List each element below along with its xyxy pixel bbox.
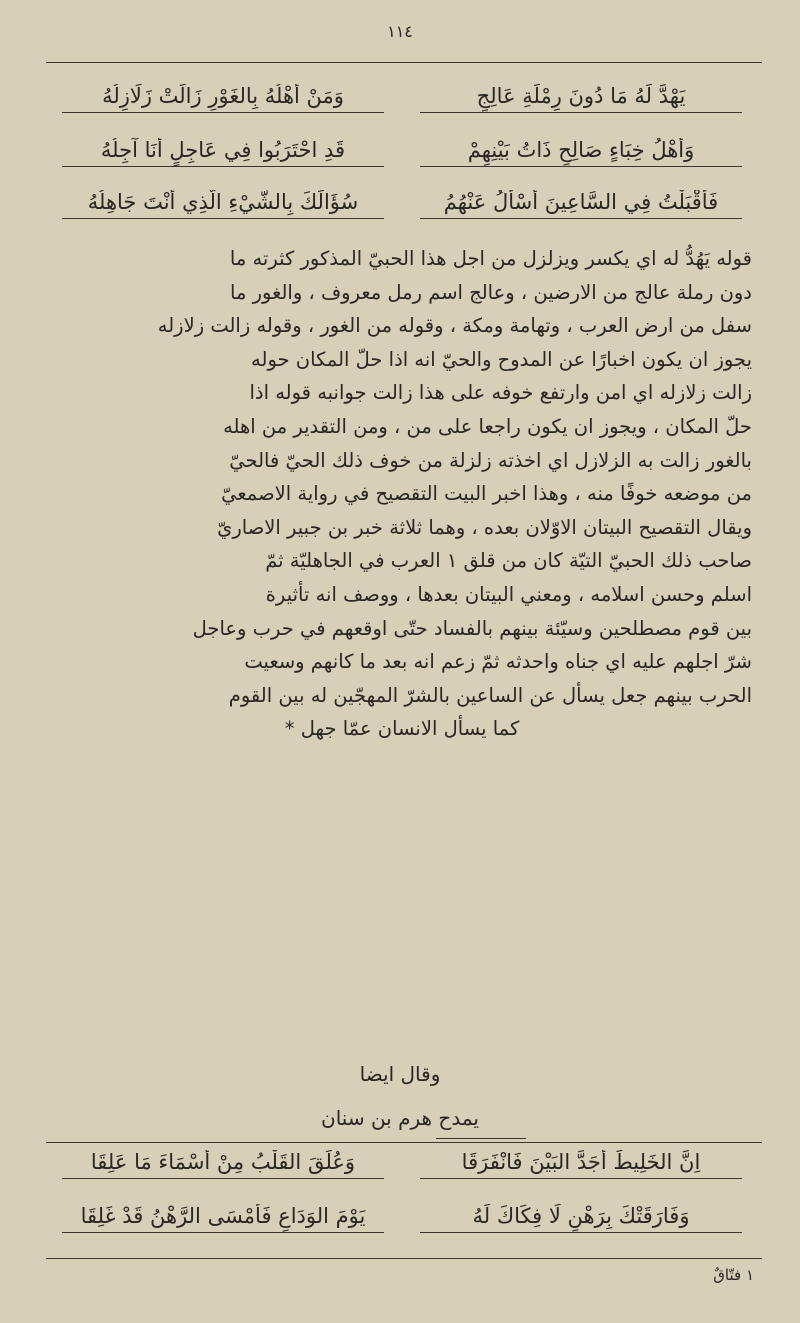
verse-hemistich-left: يَوْمَ الوَدَاعِ فَأَمْسَى الرَّهْنُ قَدْ غَلِقَا xyxy=(62,1204,384,1233)
commentary-line: قوله يَهُدُّ له اي يكسر ويزلزل من اجل هذا الحبيّ المذكور كثرته ما xyxy=(229,247,752,270)
commentary-line: بين قوم مصطلحين وسيّئة بينهم بالفساد حتّى اوقعهم في حرب وعاجل xyxy=(192,616,752,640)
commentary-line: من موضعه خوفًا منه ، وهذا اخبر البيت التقصيح في رواية الاصمعيّ xyxy=(221,482,752,506)
footnote: ١ فتّاقٌ xyxy=(713,1266,754,1284)
verse-hemistich-left: وَعُلِّقَ القَلْبُ مِنْ أَسْمَاءَ مَا عَلِقَا xyxy=(62,1150,384,1179)
commentary-line: صاحب ذلك الحبيّ التيّة كان من قلق ١ العرب في الجاهليّة ثمّ xyxy=(265,549,752,573)
commentary-line: يجوز ان يكون اخبارًا عن المدوح والحيّ انه اذا حلّ المكان حوله xyxy=(251,347,752,371)
section-title: وقال ايضا xyxy=(359,1062,441,1086)
section-rule xyxy=(46,1142,762,1143)
commentary-line: سفل من ارض العرب ، وتهامة ومكة ، وقوله من الغور ، وقوله زالت زلازله xyxy=(157,314,752,338)
verse-hemistich-right: اِنَّ الخَلِيطَ أَجَدَّ البَيْنَ فَانْفَرَقَا xyxy=(420,1150,742,1179)
top-rule xyxy=(46,62,762,63)
commentary-line: حلّ المكان ، ويجوز ان يكون راجعا على من ، ومن التقدير من اهله xyxy=(223,414,752,438)
verse-line xyxy=(62,138,742,167)
verse-hemistich-left: قَدِ احْتَرَبُوا فِي عَاجِلٍ أَنَا آجِلُهُ xyxy=(62,138,384,167)
commentary-line: ويقال التقصيح البيتان الاوّلان بعده ، وهما ثلاثة خبر بن جبير الاصاريّ xyxy=(217,515,752,539)
verse-hemistich-right: وَأَهْلُ خِبَاءٍ صَالِحٍ ذَاتُ بَيْنِهِمْ xyxy=(420,138,742,167)
commentary-line: شرّ اجلهم عليه اي جناه واحدثه ثمّ زعم انه بعد ما كانهم وسعيت xyxy=(244,650,752,674)
verse-line xyxy=(62,84,742,113)
commentary-line: بالغور زالت به الزلازل اي اخذته زلزلة من خوف ذلك الحيّ فالحيّ xyxy=(229,448,752,472)
verse-hemistich-right: يَهْدَّ لَهُ مَا دُونَ رِمْلَةِ عَالِجٍ xyxy=(420,84,742,113)
verse-hemistich-left: سُؤَالَكَ بِالشَّيْءِ الَّذِي أَنْتَ جَاهِلُهُ xyxy=(62,190,384,219)
commentary-line: اسلم وحسن اسلامه ، ومعني البيتان بعدها ، ووصف انه تأثيرة xyxy=(265,582,752,606)
commentary-line: دون رملة عالج من الارضين ، وعالج اسم رمل معروف ، والغور ما xyxy=(230,280,752,304)
verse-hemistich-right: فَأَقْبَلْتُ فِي السَّاعِينَ أَسْأَلُ عَنْهُمُ xyxy=(420,190,742,219)
commentary-text xyxy=(52,242,752,746)
commentary-line: كما يسأل الانسان عمّا جهل * xyxy=(284,717,520,741)
verse-line xyxy=(62,1150,742,1179)
verse-line xyxy=(62,190,742,219)
page-number: ١١٤ xyxy=(387,22,413,41)
verse-line xyxy=(62,1204,742,1233)
verse-hemistich-left: وَمَنْ أَهْلُهُ بِالغَوْرِ زَالَتْ زَلَازِلُهُ xyxy=(62,84,384,113)
commentary-line: الحرب بينهم جعل يسأل عن الساعين بالشرّ المهجّين له بين القوم xyxy=(228,683,752,707)
commentary-line: زالت زلازله اي امن وارتفع خوفه على هذا زالت جوانبه قوله اذا xyxy=(249,381,752,405)
subtitle-rule xyxy=(436,1138,526,1139)
verse-hemistich-right: وَفَارَقَتْكَ بِرَهْنٍ لَا فِكَاكَ لَهُ xyxy=(420,1204,742,1233)
footnote-rule xyxy=(46,1258,762,1259)
section-subtitle: يمدح هرم بن سنان xyxy=(321,1106,479,1130)
